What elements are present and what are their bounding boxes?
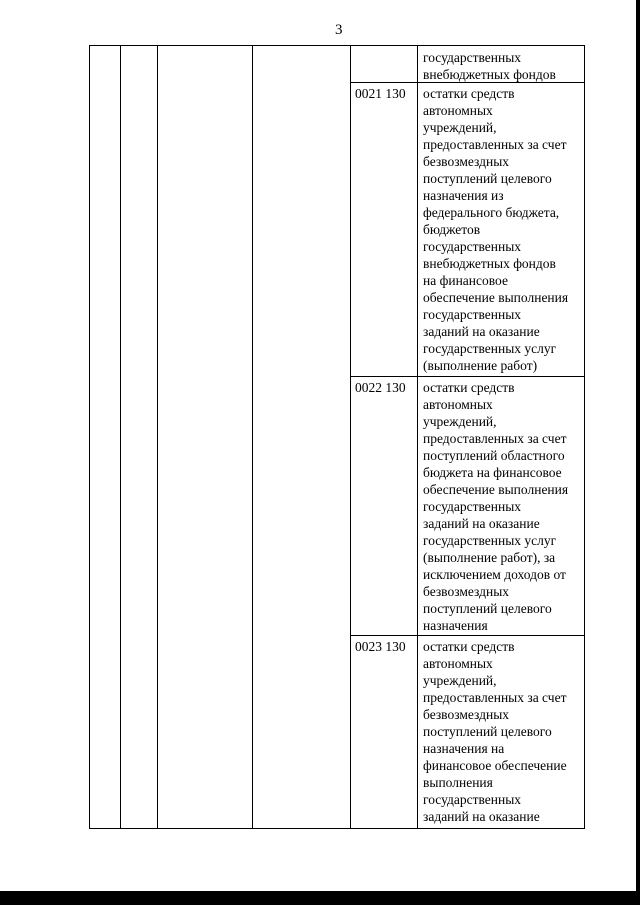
table-column-border — [417, 46, 418, 828]
page-number: 3 — [335, 22, 343, 38]
table-column-border — [89, 46, 90, 828]
row-code: 0023 130 — [355, 639, 406, 654]
table-column-border — [120, 46, 121, 828]
table-row-border — [350, 635, 585, 636]
codes-table — [89, 45, 585, 829]
table-row-border — [350, 376, 585, 377]
row-description: государственных внебюджетных фондов — [423, 50, 556, 82]
table-column-border — [157, 46, 158, 828]
table-column-border — [252, 46, 253, 828]
row-code: 0021 130 — [355, 86, 406, 101]
row-description: остатки средств автономных учреждений, предоставленных за счет поступлений областного бюджета на финансовое обеспечение выполнения государственных заданий на оказание государственных услуг (выполнение работ), за исключением доходов от безвозмездных поступлений целевого назначения — [423, 380, 569, 633]
row-code: 0022 130 — [355, 380, 406, 395]
row-description: остатки средств автономных учреждений, предоставленных за счет безвозмездных поступлений целевого назначения из федерального бюджета, бюджетов государственных внебюджетных фондов на финансовое обеспечение выполнения государственных заданий на оказание государственных услуг (выполнение работ) — [423, 86, 569, 373]
row-description: остатки средств автономных учреждений, предоставленных за счет безвозмездных поступлений целевого назначения на финансовое обеспечение выполнения государственных заданий на оказание — [423, 639, 567, 824]
table-column-border — [350, 46, 351, 828]
